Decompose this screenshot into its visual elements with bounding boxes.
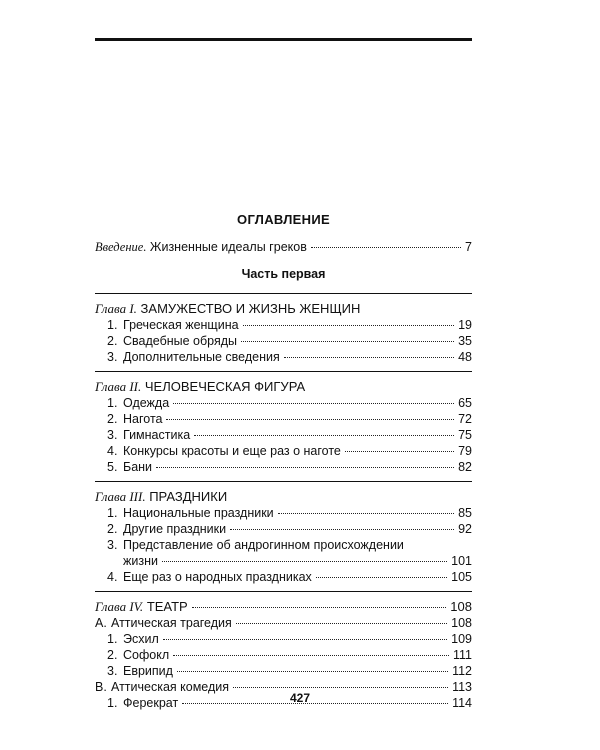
page-ref: 101 — [451, 554, 472, 568]
dot-leader — [284, 357, 454, 358]
toc-entry[interactable]: 2. Другие праздники 92 — [107, 522, 472, 536]
entry-title: Одежда — [123, 396, 170, 410]
toc-entry[interactable]: 1. Ферекрат 114 — [107, 696, 472, 710]
toc-entry[interactable]: 2. Свадебные обряды 35 — [107, 334, 472, 348]
page-ref: 85 — [458, 506, 472, 520]
toc-entry[interactable]: 4. Конкурсы красоты и еще раз о наготе 79 — [107, 444, 472, 458]
chapter-title: ТЕАТР — [146, 599, 188, 614]
dot-leader — [173, 655, 449, 656]
dot-leader — [230, 529, 454, 530]
dot-leader — [241, 341, 454, 342]
entry-title: Еще раз о народных праздниках — [123, 570, 312, 584]
toc-entry[interactable]: 1. Греческая женщина 19 — [107, 318, 472, 332]
page-ref: 108 — [450, 599, 472, 614]
toc-entry[interactable]: 1. Национальные праздники 85 — [107, 506, 472, 520]
page-ref: 111 — [452, 648, 472, 662]
dot-leader — [177, 671, 448, 672]
chapter-heading[interactable] — [95, 378, 472, 395]
dot-leader — [316, 577, 447, 578]
page-ref: 105 — [451, 570, 472, 584]
entry-title: Ферекрат — [123, 696, 179, 710]
dot-leader — [233, 687, 448, 688]
page-ref: 72 — [458, 412, 472, 426]
dot-leader — [311, 247, 461, 248]
chapter-heading[interactable] — [95, 598, 472, 615]
chapter-label: Глава III. — [95, 489, 146, 504]
page-ref: 109 — [451, 632, 472, 646]
page-ref: 65 — [458, 396, 472, 410]
top-rule — [95, 38, 472, 41]
dot-leader — [162, 561, 447, 562]
chapter-3 — [95, 481, 472, 591]
toc-entry-introduction[interactable] — [95, 239, 472, 255]
chapter-heading[interactable] — [95, 488, 472, 505]
chapter-title: ЗАМУЖЕСТВО И ЖИЗНЬ ЖЕНЩИН — [140, 301, 361, 316]
toc-entry[interactable]: 4. Еще раз о народных праздниках 105 — [107, 570, 472, 584]
toc-entry[interactable]: 2. Нагота 72 — [107, 412, 472, 426]
entry-title: Нагота — [123, 412, 163, 426]
entry-title: Свадебные обряды — [123, 334, 238, 348]
dot-leader — [166, 419, 454, 420]
intro-lead: Введение. — [95, 240, 147, 254]
part-title: Часть первая — [241, 267, 326, 281]
page-ref: 48 — [458, 350, 472, 364]
entry-title: Дополнительные сведения — [123, 350, 280, 364]
toc-section[interactable]: В. Аттическая комедия 113 — [95, 680, 472, 694]
page-ref: 19 — [458, 318, 472, 332]
entry-title: Эсхил — [123, 632, 159, 646]
page-number: 427 — [289, 691, 311, 705]
chapter-heading[interactable] — [95, 300, 472, 317]
dot-leader — [156, 467, 454, 468]
entry-title: Гимнастика — [123, 428, 191, 442]
entry-title: Аттическая комедия — [111, 680, 230, 694]
dot-leader — [192, 607, 447, 608]
entry-title: Аттическая трагедия — [111, 616, 232, 630]
entry-title: Софокл — [123, 648, 170, 662]
dot-leader — [236, 623, 447, 624]
toc-entry[interactable]: 5. Бани 82 — [107, 460, 472, 474]
table-of-contents — [95, 212, 472, 717]
page-ref: 82 — [458, 460, 472, 474]
page-ref: 79 — [458, 444, 472, 458]
page-ref: 113 — [452, 680, 472, 694]
entry-title: Представление об андрогинном происхождении — [123, 538, 404, 552]
chapter-1 — [95, 293, 472, 371]
intro-title: Жизненные идеалы греков — [146, 240, 307, 254]
dot-leader — [278, 513, 454, 514]
dot-leader — [173, 403, 454, 404]
chapter-label: Глава II. — [95, 379, 142, 394]
chapter-label: Глава I. — [95, 301, 137, 316]
toc-entry[interactable]: 3. Гимнастика 75 — [107, 428, 472, 442]
page-ref: 7 — [465, 240, 472, 254]
chapter-2 — [95, 371, 472, 481]
page-ref: 92 — [458, 522, 472, 536]
dot-leader — [194, 435, 454, 436]
entry-title: Другие праздники — [123, 522, 227, 536]
entry-title: Конкурсы красоты и еще раз о наготе — [123, 444, 341, 458]
page-ref: 112 — [452, 664, 472, 678]
entry-title: Национальные праздники — [123, 506, 274, 520]
chapter-title: ЧЕЛОВЕЧЕСКАЯ ФИГУРА — [144, 379, 306, 394]
toc-entry[interactable]: 1. Одежда 65 — [107, 396, 472, 410]
entry-title-continued: жизни — [123, 554, 158, 568]
toc-section[interactable]: А. Аттическая трагедия 108 — [95, 616, 472, 630]
toc-entry-wrapped-second-line[interactable] — [95, 553, 472, 569]
toc-entry[interactable]: 3. Еврипид 112 — [107, 664, 472, 678]
entry-title: Бани — [123, 460, 153, 474]
dot-leader — [243, 325, 455, 326]
toc-entry[interactable]: 3. Дополнительные сведения 48 — [107, 350, 472, 364]
dot-leader — [163, 639, 447, 640]
entry-title: Еврипид — [123, 664, 173, 678]
toc-entry[interactable]: 1. Эсхил 109 — [107, 632, 472, 646]
entry-title: Греческая женщина — [123, 318, 239, 332]
page-ref: 35 — [458, 334, 472, 348]
chapter-title: ПРАЗДНИКИ — [149, 489, 228, 504]
page-ref: 114 — [452, 696, 472, 710]
toc-entry-wrapped-first-line[interactable]: 3. Представление об андрогинном происхождении — [107, 538, 404, 552]
dot-leader — [345, 451, 454, 452]
chapter-label: Глава IV. — [95, 599, 144, 614]
toc-title: ОГЛАВЛЕНИЕ — [237, 212, 330, 227]
page-ref: 75 — [458, 428, 472, 442]
toc-entry[interactable]: 2. Софокл 111 — [107, 648, 472, 662]
page-ref: 108 — [451, 616, 472, 630]
